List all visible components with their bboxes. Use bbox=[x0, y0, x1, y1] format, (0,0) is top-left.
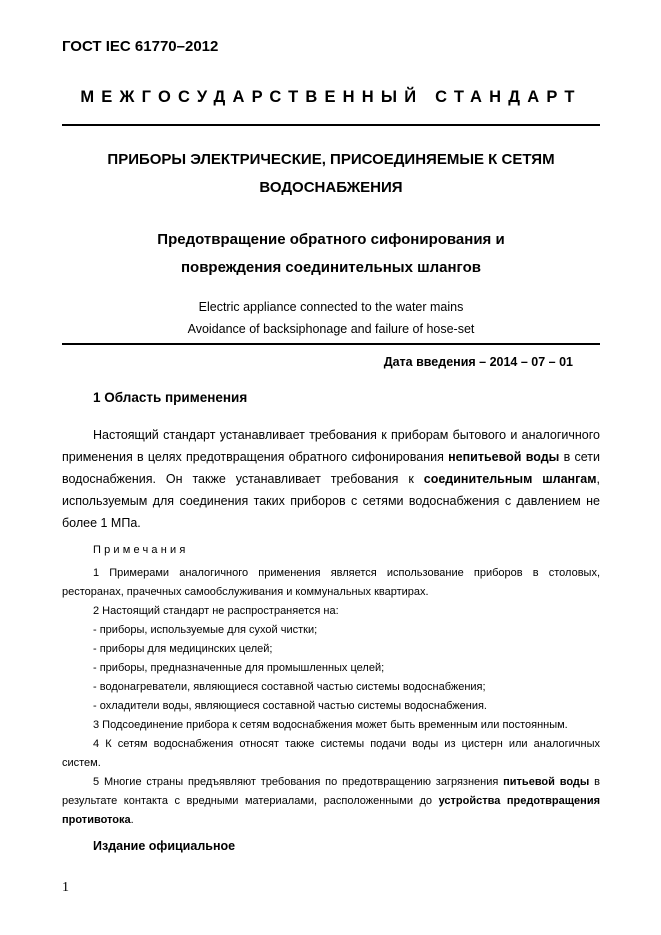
note-5-text-3: . bbox=[130, 814, 134, 826]
term-non-potable-water: непитьевой воды bbox=[448, 450, 560, 464]
term-potable-water: питьевой воды bbox=[503, 776, 590, 788]
standard-type-heading: МЕЖГОСУДАРСТВЕННЫЙ СТАНДАРТ bbox=[80, 88, 582, 106]
note-2-item: - приборы, используемые для сухой чистки; bbox=[93, 624, 318, 636]
english-title-line2: Avoidance of backsiphonage and failure of hose-set bbox=[187, 322, 475, 336]
introduction-date: Дата введения – 2014 – 07 – 01 bbox=[383, 355, 573, 369]
top-rule bbox=[62, 124, 600, 126]
main-title bbox=[62, 146, 600, 202]
scope-text-3: , используемым для соединения таких приборов с сетями водоснабжения с давлением не более 1 МПа. bbox=[62, 472, 600, 530]
subtitle bbox=[62, 226, 600, 282]
term-backflow-device: устройства предотвращения противотока bbox=[62, 795, 600, 826]
note-2-item: - приборы для медицинских целей; bbox=[93, 643, 273, 655]
main-title-line2: ВОДОСНАБЖЕНИЯ bbox=[259, 179, 403, 196]
official-edition-label: Издание официальное bbox=[93, 839, 236, 853]
note-3: 3 Подсоединение прибора к сетям водоснабжения может быть временным или постоянным. bbox=[93, 719, 568, 731]
note-4: 4 К сетям водоснабжения относят также системы подачи воды из цистерн или аналогичных систем. bbox=[62, 738, 600, 769]
document-code: ГОСТ IEC 61770–2012 bbox=[62, 38, 219, 55]
subtitle-line2: повреждения соединительных шлангов bbox=[180, 259, 481, 276]
subtitle-line1: Предотвращение обратного сифонирования и bbox=[157, 231, 505, 248]
note-5 bbox=[62, 773, 600, 830]
notes-block bbox=[62, 564, 600, 830]
note-2-item: - водонагреватели, являющиеся составной частью системы водоснабжения; bbox=[93, 681, 486, 693]
scope-text-2: в сети водоснабжения. Он также устанавливает требования к bbox=[62, 450, 600, 486]
term-hose-sets: соединительным шлангам bbox=[423, 472, 597, 486]
note-5-text-1: 5 Многие страны предъявляют требования по предотвращению загрязнения bbox=[93, 776, 504, 788]
note-1: 1 Примерами аналогичного применения является использование приборов в столовых, ресторанах, прачечных самообслуживания и коммунальных квартирах. bbox=[62, 567, 600, 598]
notes-heading: Примечания bbox=[93, 544, 189, 556]
scope-text-1: Настоящий стандарт устанавливает требования к приборам бытового и аналогичного применения в целях предотвращения обратного сифонирования bbox=[62, 428, 600, 464]
note-2: 2 Настоящий стандарт не распространяется на: bbox=[93, 605, 339, 617]
scope-paragraph bbox=[62, 424, 600, 534]
section-heading: 1 Область применения bbox=[93, 390, 248, 405]
main-title-line1: ПРИБОРЫ ЭЛЕКТРИЧЕСКИЕ, ПРИСОЕДИНЯЕМЫЕ К СЕТЯМ bbox=[107, 151, 555, 168]
page-number: 1 bbox=[62, 880, 69, 895]
note-2-item: - приборы, предназначенные для промышленных целей; bbox=[93, 662, 385, 674]
note-5-text-2: в результате контакта с вредными материалами, расположенными до bbox=[62, 776, 600, 807]
bottom-rule bbox=[62, 343, 600, 345]
note-2-item: - охладители воды, являющиеся составной частью системы водоснабжения. bbox=[93, 700, 487, 712]
english-title bbox=[62, 296, 600, 340]
english-title-line1: Electric appliance connected to the water mains bbox=[198, 300, 464, 314]
